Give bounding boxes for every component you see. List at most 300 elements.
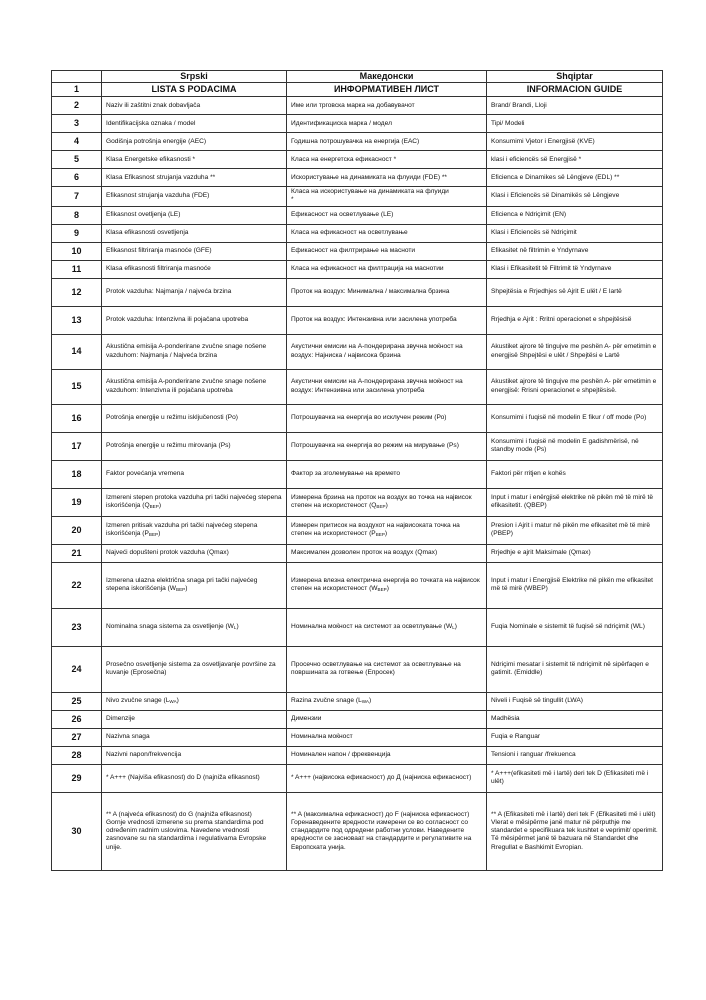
cell-text	[491, 174, 619, 181]
row-number: 1	[52, 83, 102, 97]
cell-serbian	[102, 728, 287, 746]
text-part: Faktori për rritjen e kohës	[491, 470, 566, 478]
text-part: )	[158, 530, 161, 538]
cell-text	[491, 549, 591, 556]
text-part: * A+++ (највисока ефикасност) до Д (најниска ефикасност)	[291, 774, 472, 782]
table-row	[52, 692, 663, 710]
cell-serbian	[102, 224, 287, 242]
subscript-text: BEP	[149, 504, 159, 510]
cell-text	[491, 470, 566, 477]
text-part: ** A (Efikasiteti më i lartë) deri tek F (Efikasiteti më i ulët) Vlerat e mësipërme janë matur në përputhje me standardet e specifikuara tek kushtet e veprimit/ operimit. Të mësipërmet janë të bazuara në Standardet dhe Rregullat e Bashkimit Evropian.	[491, 810, 658, 851]
cell-text	[106, 811, 266, 851]
text-part: Konsumimi Vjetor i Energjisë (KVE)	[491, 137, 595, 145]
text-part: Potrošnja energije u režimu isključenosti (Po)	[106, 414, 238, 422]
cell-text	[106, 715, 135, 722]
subscript-text: BEP	[375, 532, 385, 538]
text-part: Eficienca e Ndriçimit (EN)	[491, 211, 567, 219]
cell-text	[291, 697, 371, 704]
subscript-text: L	[452, 625, 455, 631]
subscript-text: BEP	[376, 504, 386, 510]
row-number-header	[52, 71, 102, 83]
text-part: Efikasnost ovetljenja (LE)	[106, 211, 181, 219]
row-number: 22	[52, 562, 102, 608]
text-part: Потрошувачка на енергија во режим на мирување (Ps)	[291, 442, 459, 450]
text-part: Izmeren pritisak vazduha pri tački najvećeg stepena iskorišćenja (P	[106, 521, 258, 538]
table-row	[52, 97, 663, 115]
cell-text	[291, 751, 391, 758]
table-row	[52, 544, 663, 562]
cell-text	[106, 120, 195, 127]
cell-albanian	[487, 151, 663, 169]
cell-text	[106, 316, 248, 323]
cell-serbian	[102, 562, 287, 608]
cell-macedonian	[287, 369, 487, 404]
text-part: Klasa efikasnosti osvetljenja	[106, 229, 189, 237]
text-part: Максимален дозволен проток на воздух (Qmax)	[291, 549, 438, 557]
row-number: 5	[52, 151, 102, 169]
cell-text	[291, 661, 461, 676]
cell-serbian	[102, 242, 287, 260]
text-part: )	[384, 530, 388, 538]
text-part: )	[185, 585, 188, 593]
text-part: Klasi i Eficiencës së Ndriçimit	[491, 229, 577, 237]
text-part: Акустични емисии на А-пондерирана звучна моќност на воздух: Најниска / највисока брзина	[291, 343, 463, 359]
text-part: Tensioni i ranguar /frekuenca	[491, 751, 576, 759]
cell-serbian	[102, 746, 287, 764]
cell-albanian	[487, 646, 663, 692]
text-part: )	[158, 502, 162, 510]
row-number: 2	[52, 97, 102, 115]
cell-serbian	[102, 133, 287, 151]
table-row	[52, 242, 663, 260]
text-part: * A+++(efikasiteti më i lartë) deri tek D (Efikasiteti më i ulët)	[491, 769, 649, 786]
cell-serbian	[102, 169, 287, 187]
cell-text	[491, 138, 595, 145]
table-row	[52, 83, 663, 97]
table-row	[52, 206, 663, 224]
cell-text	[291, 211, 393, 218]
cell-text	[291, 378, 463, 393]
cell-text	[291, 288, 449, 295]
cell-macedonian	[287, 404, 487, 432]
text-part: Efikasitet në filtrimin e Yndyrnave	[491, 247, 589, 255]
row-number: 24	[52, 646, 102, 692]
subscript-text: WA	[169, 699, 177, 705]
cell-text	[491, 733, 540, 740]
cell-text	[491, 811, 658, 851]
cell-albanian	[487, 516, 663, 544]
text-part: Fuqia e Ranguar	[491, 733, 541, 741]
cell-macedonian	[287, 544, 487, 562]
datasheet-rows	[52, 83, 663, 870]
row-number: 23	[52, 608, 102, 646]
cell-text	[291, 577, 480, 592]
cell-serbian	[102, 608, 287, 646]
table-row	[52, 306, 663, 334]
text-part: * A+++ (Najviša efikasnost) do D (najniža efikasnost)	[106, 774, 260, 782]
cell-macedonian	[287, 97, 487, 115]
text-part: INFORMACION GUIDE	[526, 84, 623, 95]
cell-text	[491, 661, 649, 676]
row-number: 16	[52, 404, 102, 432]
text-part: Tipi/ Modeli	[491, 119, 525, 127]
cell-albanian	[487, 187, 663, 206]
table-row	[52, 764, 663, 792]
text-part: )	[176, 697, 179, 705]
text-part: Identifikacijska oznaka / model	[106, 119, 196, 127]
cell-text	[491, 102, 547, 109]
cell-macedonian	[287, 242, 487, 260]
row-number: 15	[52, 369, 102, 404]
cell-text	[291, 522, 460, 537]
language-header-albanian: Shqiptar	[487, 71, 663, 83]
cell-text	[291, 120, 392, 127]
cell-text	[106, 494, 282, 509]
text-part: Ефикасност на филтрирање на масноти	[291, 247, 416, 255]
cell-text	[491, 438, 639, 453]
row-number: 6	[52, 169, 102, 187]
text-part: Измерена влезна електрична енергија во точката на највисок степен на искористеност (W	[291, 576, 480, 593]
cell-text	[527, 84, 623, 94]
subscript-text: BEP	[176, 587, 186, 593]
text-part: Класа на ефикасност на филтрација на маснотии	[291, 265, 444, 273]
cell-serbian	[102, 404, 287, 432]
cell-text	[106, 229, 188, 236]
text-part: Akustiket ajrore të tingujve me peshën A- për emetimin e energjisë Shpejtësi e ulët / Shpejtësi e Lartë	[491, 343, 657, 359]
text-part: Акустични емисии на А-пондерирана звучна моќност на воздух: Интензивна или засилена употреба	[291, 378, 463, 394]
cell-text	[291, 138, 419, 145]
text-part: ** A (максимална ефикасност) до F (најниска ефикасност) Горенаведените вредности измерени се во согласност со стандардите под одредени работни услови. Наведените вредности се засноваат на стандардите и регулативите на Европската унија.	[291, 810, 472, 851]
text-part: Akustiket ajrore të tingujve me peshën A- për emetimin e energjisë: Rrisni operacionet e shpejtësisë.	[491, 378, 657, 394]
cell-albanian	[487, 306, 663, 334]
cell-macedonian	[287, 516, 487, 544]
cell-text	[291, 733, 353, 740]
text-part: Просечно осветлување на системот за осветлување на површината за готвење (Eпросек)	[291, 660, 461, 677]
text-part: LISTA S PODACIMA	[151, 84, 237, 95]
cell-serbian	[102, 792, 287, 870]
cell-text	[291, 174, 447, 181]
table-row	[52, 460, 663, 488]
cell-text	[491, 316, 631, 323]
cell-macedonian	[287, 151, 487, 169]
cell-macedonian	[287, 115, 487, 133]
text-part: Protok vazduha: Najmanja / najveća brzina	[106, 288, 232, 296]
cell-albanian	[487, 746, 663, 764]
row-number: 21	[52, 544, 102, 562]
text-part: Razina zvučne snage (L	[291, 697, 362, 705]
cell-text	[291, 470, 400, 477]
cell-serbian	[102, 306, 287, 334]
cell-text	[106, 192, 209, 199]
text-part: ** A (najveća efikasnost) do G (najniža efikasnost) Gornje vrednosti izmerene su prema standardima pod određenim radnim uslovima. Navedene vrednosti zasnovane su na standardima i regulativama Evropske unije.	[106, 810, 267, 851]
cell-macedonian	[287, 206, 487, 224]
text-part: ИНФОРМАТИВЕН ЛИСТ	[333, 84, 440, 95]
text-part: Измерена брзина на проток на воздух во точка на највисок степен на искористеност (Q	[291, 493, 472, 510]
text-part: Prosečno osvetljenje sistema za osvetljavanje površine za kuvanje (Eprosečna)	[106, 660, 276, 677]
cell-albanian	[487, 83, 663, 97]
cell-text	[291, 494, 472, 509]
row-number: 26	[52, 710, 102, 728]
cell-albanian	[487, 97, 663, 115]
cell-text	[491, 751, 576, 758]
text-part: Shpejtësia e Rrjedhjes së Ajrit E ulët / E lartë	[491, 288, 622, 296]
cell-text	[491, 192, 619, 199]
text-part: Проток на воздух: Минимална / максимална брзина	[291, 288, 450, 296]
text-part: )	[386, 585, 389, 593]
text-part: Potrošnja energije u režimu mirovanja (Ps)	[106, 442, 231, 450]
text-part: Naziv ili zaštitni znak dobavljača	[106, 101, 201, 109]
cell-serbian	[102, 460, 287, 488]
cell-text	[291, 623, 457, 630]
text-part: )	[368, 697, 372, 705]
cell-albanian	[487, 460, 663, 488]
text-part: Najveći dopušteni protok vazduha (Qmax)	[106, 549, 229, 557]
text-part: Godišnja potrošnja energije (AEC)	[106, 137, 207, 145]
cell-macedonian	[287, 187, 487, 206]
text-part: Класа на искористување на динамиката на флуиди *	[291, 188, 449, 204]
text-part: Rrjedhja e Ajrit : Rritni operacionet e shpejtësisë	[491, 316, 632, 324]
text-part: Nominalna snaga sistema za osvetljenje (W	[106, 623, 234, 631]
cell-text	[491, 156, 581, 163]
row-number: 29	[52, 764, 102, 792]
cell-albanian	[487, 764, 663, 792]
table-row	[52, 432, 663, 460]
table-row	[52, 562, 663, 608]
cell-albanian	[487, 169, 663, 187]
cell-text	[106, 156, 195, 163]
text-part: Nazivna snaga	[106, 733, 150, 741]
text-part: Protok vazduha: Intenzivna ili pojačana upotreba	[106, 316, 249, 324]
cell-macedonian	[287, 260, 487, 278]
cell-text	[491, 522, 650, 537]
cell-text	[291, 102, 415, 109]
cell-text	[106, 661, 276, 676]
cell-text	[334, 84, 439, 94]
row-number: 10	[52, 242, 102, 260]
text-part: Efikasnost filtriranja masnoće (GFE)	[106, 247, 212, 255]
text-part: Klasa Efikasnost strujanja vazduha **	[106, 173, 216, 181]
text-part: Идентификациска марка / модел	[291, 119, 392, 127]
cell-serbian	[102, 544, 287, 562]
table-row	[52, 516, 663, 544]
text-part: Klasi i Efikasitetit të Filtrimit të Yndyrnave	[491, 265, 612, 273]
cell-macedonian	[287, 334, 487, 369]
text-part: Brand/ Brandi, Lloji	[491, 101, 547, 109]
text-part: Input i matur i enërgjisë elektrike në pikën më të mirë të efikasitetit. (QBEP)	[491, 493, 653, 510]
cell-macedonian	[287, 169, 487, 187]
cell-text	[491, 715, 520, 722]
row-number: 12	[52, 278, 102, 306]
cell-macedonian	[287, 692, 487, 710]
cell-albanian	[487, 488, 663, 516]
text-part: Klasa Energetske efikasnosti *	[106, 155, 196, 163]
cell-albanian	[487, 562, 663, 608]
row-number: 25	[52, 692, 102, 710]
table-row	[52, 369, 663, 404]
row-number: 9	[52, 224, 102, 242]
row-number: 18	[52, 460, 102, 488]
cell-text	[291, 247, 415, 254]
text-part: Faktor povećanja vremena	[106, 470, 185, 478]
cell-albanian	[487, 224, 663, 242]
cell-macedonian	[287, 710, 487, 728]
cell-macedonian	[287, 646, 487, 692]
text-part: Input i matur i Energjisë Elektrike në pikën me efikasitet më të mirë (WBEP)	[491, 576, 653, 593]
text-part: Фактор за зголемување на времето	[291, 470, 401, 478]
row-number: 8	[52, 206, 102, 224]
cell-serbian	[102, 764, 287, 792]
subscript-text: L	[233, 625, 237, 631]
cell-text	[491, 577, 653, 592]
datasheet-document	[51, 70, 662, 871]
cell-albanian	[487, 792, 663, 870]
text-part: )	[454, 623, 457, 631]
cell-text	[291, 414, 446, 421]
text-part: )	[236, 623, 239, 631]
cell-macedonian	[287, 460, 487, 488]
text-part: Akustična emisija A-ponderirane zvučne snage nošene vazduhom: Intenzivna ili pojačana upotreba	[106, 378, 267, 394]
cell-albanian	[487, 710, 663, 728]
text-part: klasi i eficiencës së Energjisë *	[491, 155, 582, 163]
text-part: Искористување на динамиката на флуиди (FDE) **	[291, 173, 447, 181]
table-row	[52, 746, 663, 764]
cell-macedonian	[287, 728, 487, 746]
cell-macedonian	[287, 133, 487, 151]
table-row	[52, 115, 663, 133]
cell-albanian	[487, 206, 663, 224]
cell-albanian	[487, 608, 663, 646]
cell-text	[106, 138, 206, 145]
table-row	[52, 608, 663, 646]
cell-serbian	[102, 369, 287, 404]
language-header-row	[52, 71, 663, 83]
text-part: Nivo zvučne snage (L	[106, 697, 170, 705]
cell-text	[491, 414, 646, 421]
text-part: Проток на воздух: Интензивна или засилена употреба	[291, 316, 457, 324]
row-number: 4	[52, 133, 102, 151]
table-row	[52, 334, 663, 369]
cell-text	[291, 715, 321, 722]
cell-albanian	[487, 242, 663, 260]
text-part: Номинална моќност	[291, 733, 353, 741]
text-part: Izmerena ulazna električna snaga pri tački najvećeg stepena iskorišćenja (W	[106, 576, 258, 593]
cell-text	[106, 414, 238, 421]
cell-serbian	[102, 206, 287, 224]
cell-macedonian	[287, 608, 487, 646]
text-part: Годишна потрошувачка на енергија (ЕАС)	[291, 137, 420, 145]
cell-albanian	[487, 133, 663, 151]
cell-albanian	[487, 278, 663, 306]
text-part: Dimenzije	[106, 715, 135, 723]
row-number: 3	[52, 115, 102, 133]
cell-text	[291, 343, 463, 358]
cell-text	[106, 265, 211, 272]
cell-macedonian	[287, 224, 487, 242]
table-row	[52, 133, 663, 151]
cell-text	[291, 188, 449, 203]
cell-macedonian	[287, 306, 487, 334]
table-row	[52, 260, 663, 278]
cell-text	[291, 316, 457, 323]
cell-albanian	[487, 369, 663, 404]
cell-text	[291, 549, 437, 556]
cell-text	[106, 522, 257, 537]
cell-text	[106, 247, 212, 254]
cell-text	[106, 174, 215, 181]
cell-text	[106, 697, 179, 704]
subscript-text: BEP	[377, 587, 387, 593]
text-part: Номинален напон / фреквенција	[291, 751, 391, 759]
cell-serbian	[102, 516, 287, 544]
cell-serbian	[102, 97, 287, 115]
cell-serbian	[102, 83, 287, 97]
cell-serbian	[102, 646, 287, 692]
text-part: Efikasnost strujanja vazduha (FDE)	[106, 192, 210, 200]
cell-albanian	[487, 432, 663, 460]
text-part: Nazivni napon/frekvencija	[106, 751, 182, 759]
text-part: Klasa efikasnosti filtriranja masnoće	[106, 265, 211, 273]
cell-text	[106, 470, 184, 477]
row-number: 27	[52, 728, 102, 746]
cell-text	[106, 288, 231, 295]
text-part: Класа на енергетска ефикасност *	[291, 155, 397, 163]
cell-text	[106, 774, 260, 781]
row-number: 28	[52, 746, 102, 764]
cell-macedonian	[287, 278, 487, 306]
cell-macedonian	[287, 83, 487, 97]
text-part: Eficienca e Dinamikes së Lëngjeve (EDL) **	[491, 173, 620, 181]
cell-text	[491, 265, 611, 272]
table-row	[52, 728, 663, 746]
table-row	[52, 710, 663, 728]
cell-serbian	[102, 432, 287, 460]
cell-text	[106, 623, 239, 630]
cell-serbian	[102, 187, 287, 206]
text-part: Ефикасност на осветлување (LE)	[291, 211, 394, 219]
cell-macedonian	[287, 432, 487, 460]
cell-text	[106, 343, 266, 358]
text-part: Konsumimi i fuqisë në modelin E fikur / off mode (Po)	[491, 414, 647, 422]
cell-macedonian	[287, 792, 487, 870]
table-row	[52, 488, 663, 516]
cell-serbian	[102, 260, 287, 278]
text-part: Madhësia	[491, 715, 520, 723]
language-header-serbian: Srpski	[102, 71, 287, 83]
table-row	[52, 151, 663, 169]
row-number: 20	[52, 516, 102, 544]
subscript-text: WA	[361, 699, 369, 705]
cell-macedonian	[287, 764, 487, 792]
cell-text	[106, 442, 231, 449]
cell-text	[491, 211, 566, 218]
row-number: 17	[52, 432, 102, 460]
cell-serbian	[102, 278, 287, 306]
table-row	[52, 278, 663, 306]
cell-serbian	[102, 710, 287, 728]
text-part: Име или трговска марка на добавувачот	[291, 101, 415, 109]
text-part: )	[385, 502, 388, 510]
cell-text	[291, 811, 471, 851]
cell-text	[291, 156, 396, 163]
cell-text	[291, 265, 444, 272]
cell-text	[106, 751, 181, 758]
cell-serbian	[102, 334, 287, 369]
row-number: 7	[52, 187, 102, 206]
cell-albanian	[487, 404, 663, 432]
cell-albanian	[487, 544, 663, 562]
text-part: Niveli i Fuqisë së tingullit (LWA)	[491, 697, 583, 705]
datasheet-table	[51, 70, 663, 871]
